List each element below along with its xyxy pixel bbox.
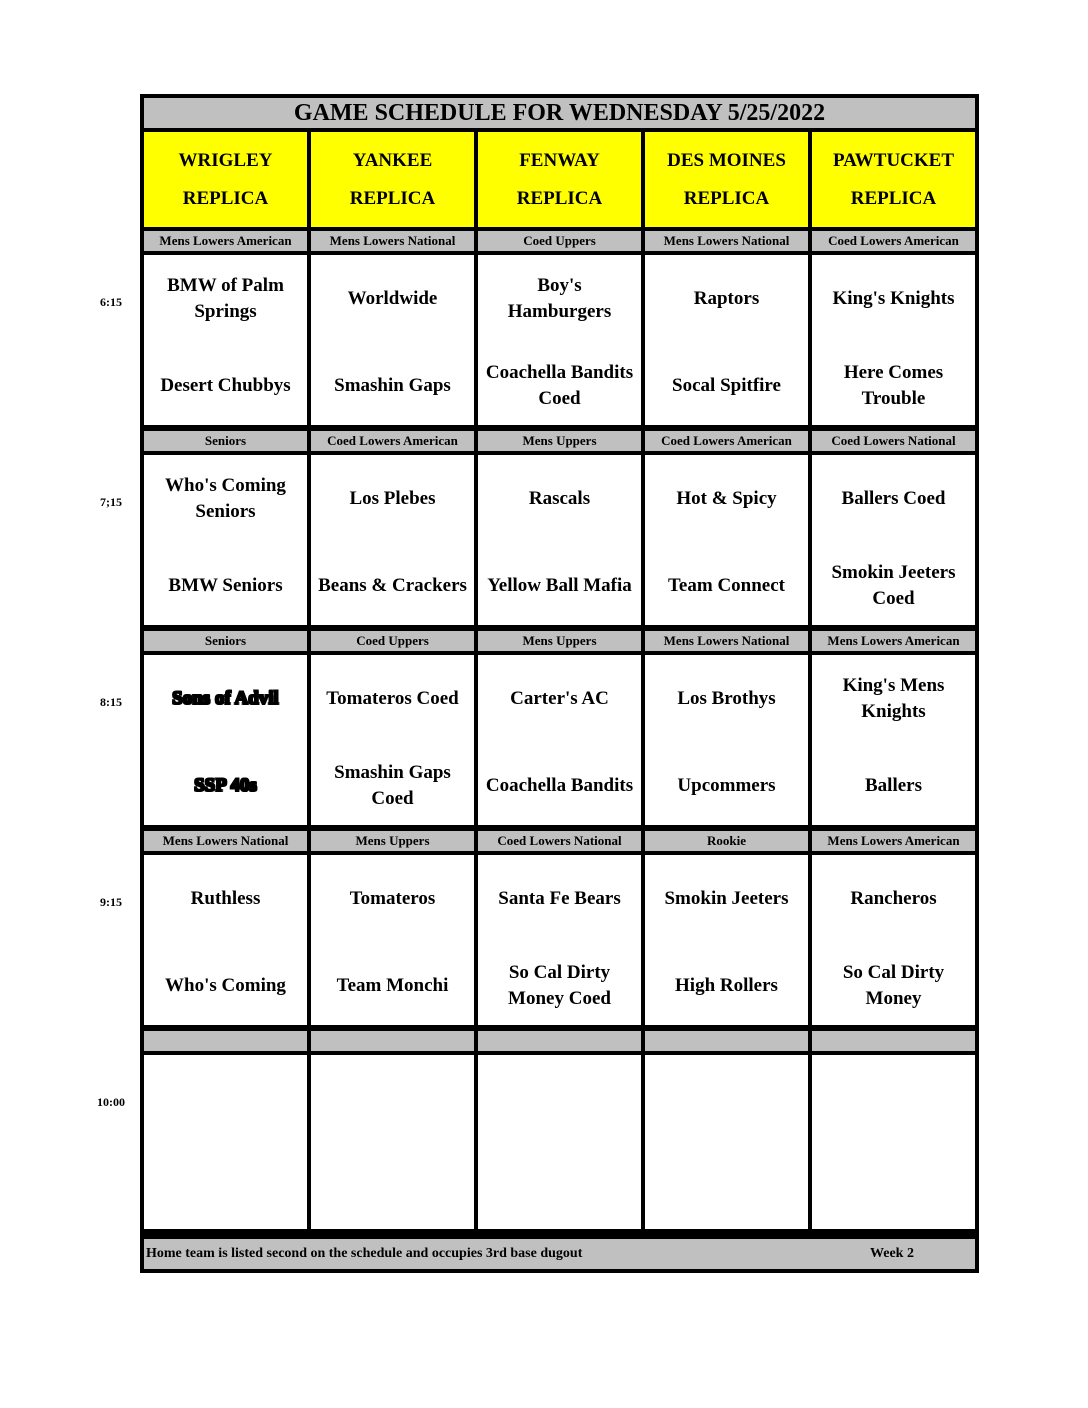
- field-subtitle: REPLICA: [683, 187, 770, 209]
- division-label: [478, 1031, 641, 1051]
- game-cell: [812, 255, 975, 425]
- game-cell: [478, 1055, 641, 1229]
- away-team: [812, 469, 975, 529]
- division-label: [311, 1031, 474, 1051]
- away-team-name: Raptors: [693, 288, 760, 309]
- home-team-name: So Cal Dirty Money: [842, 962, 945, 1009]
- game-cell: [311, 855, 474, 1025]
- game-cell: [311, 455, 474, 625]
- footer-bar: [144, 1239, 975, 1269]
- field-header: [144, 132, 307, 227]
- division-label: Seniors: [144, 431, 307, 451]
- division-label: Seniors: [144, 631, 307, 651]
- away-team: [478, 1069, 641, 1129]
- field-name: FENWAY: [519, 149, 600, 171]
- division-label: Mens Lowers National: [645, 231, 808, 251]
- home-team-name: Coachella Bandits Coed: [485, 362, 634, 409]
- home-team-name: Smashin Gaps Coed: [334, 762, 451, 809]
- game-cell: [311, 255, 474, 425]
- away-team: [311, 669, 474, 729]
- division-label: [812, 1031, 975, 1051]
- game-cell: [478, 455, 641, 625]
- game-cell: [812, 455, 975, 625]
- home-team: [144, 1156, 307, 1216]
- away-team: [478, 869, 641, 929]
- home-team-name: Beans & Crackers: [318, 575, 467, 596]
- home-team: [144, 556, 307, 616]
- away-team: [645, 269, 808, 329]
- home-team-name: Yellow Ball Mafia: [487, 575, 632, 596]
- home-team-name: So Cal Dirty Money Coed: [508, 962, 611, 1009]
- away-team-name: Los Plebes: [349, 488, 436, 509]
- field-name: DES MOINES: [667, 149, 786, 171]
- home-team: [478, 756, 641, 816]
- week-label: Week 2: [870, 1246, 914, 1261]
- away-team: [812, 269, 975, 329]
- home-team-name: Ballers: [865, 775, 922, 796]
- away-team-name: Rascals: [528, 488, 591, 509]
- home-team: [812, 1156, 975, 1216]
- away-team: [812, 1069, 975, 1129]
- game-cell: [144, 455, 307, 625]
- field-header: [645, 132, 808, 227]
- away-team: [144, 869, 307, 929]
- field-subtitle: REPLICA: [850, 187, 937, 209]
- home-team-name: Smokin Jeeters Coed: [831, 562, 956, 609]
- home-team: [812, 356, 975, 416]
- field-subtitle: REPLICA: [349, 187, 436, 209]
- division-label: Mens Lowers National: [645, 631, 808, 651]
- division-label: [144, 1031, 307, 1051]
- division-label: Coed Lowers American: [812, 231, 975, 251]
- home-team: [144, 956, 307, 1016]
- away-team-name: Ballers Coed: [841, 488, 946, 509]
- home-team: [478, 1156, 641, 1216]
- division-label: Mens Lowers National: [311, 231, 474, 251]
- away-team: [311, 269, 474, 329]
- field-header: [478, 132, 641, 227]
- game-cell: [311, 655, 474, 825]
- away-team: [478, 669, 641, 729]
- home-team: [812, 756, 975, 816]
- division-label: Coed Lowers National: [478, 831, 641, 851]
- division-label: Coed Lowers National: [812, 431, 975, 451]
- home-team-name: Upcommers: [677, 775, 776, 796]
- home-team: [478, 356, 641, 416]
- away-team-name: Worldwide: [347, 288, 438, 309]
- home-team: [311, 756, 474, 816]
- away-team-name: Rancheros: [850, 888, 937, 909]
- home-team-name: Team Connect: [668, 575, 785, 596]
- schedule-table: [140, 94, 979, 1273]
- division-label: Mens Uppers: [478, 631, 641, 651]
- game-cell: [645, 255, 808, 425]
- away-team-name: Carter's AC: [510, 688, 609, 709]
- division-label: Mens Lowers American: [812, 831, 975, 851]
- home-team: [645, 356, 808, 416]
- away-team-name: Sons of Advil: [172, 688, 279, 709]
- away-team: [144, 669, 307, 729]
- game-cell: [645, 655, 808, 825]
- away-team: [478, 269, 641, 329]
- away-team-name: King's Mens Knights: [842, 675, 945, 722]
- home-team-name: Smashin Gaps: [334, 375, 451, 396]
- game-cell: [144, 655, 307, 825]
- time-label: 9:15: [100, 895, 122, 909]
- division-label: Mens Uppers: [478, 431, 641, 451]
- division-label: [645, 1031, 808, 1051]
- home-team: [144, 756, 307, 816]
- game-cell: [645, 1055, 808, 1229]
- home-team: [311, 956, 474, 1016]
- away-team: [144, 1069, 307, 1129]
- division-label: Mens Lowers American: [144, 231, 307, 251]
- field-name: YANKEE: [352, 149, 433, 171]
- away-team-name: BMW of Palm Springs: [167, 275, 284, 322]
- home-team: [311, 1156, 474, 1216]
- away-team-name: Santa Fe Bears: [498, 888, 621, 909]
- game-cell: [144, 855, 307, 1025]
- away-team-name: Tomateros Coed: [326, 688, 459, 709]
- home-team: [645, 956, 808, 1016]
- away-team-name: Boy's Hamburgers: [507, 275, 612, 322]
- home-team-name: SSP 40s: [194, 775, 257, 796]
- home-team: [478, 956, 641, 1016]
- division-label: Mens Lowers American: [812, 631, 975, 651]
- game-cell: [478, 855, 641, 1025]
- home-team-name: Socal Spitfire: [672, 375, 781, 396]
- field-name: WRIGLEY: [178, 149, 273, 171]
- field-subtitle: REPLICA: [182, 187, 269, 209]
- away-team: [311, 869, 474, 929]
- game-cell: [645, 455, 808, 625]
- game-cell: [478, 255, 641, 425]
- game-cell: [311, 1055, 474, 1229]
- page-title: GAME SCHEDULE FOR WEDNESDAY 5/25/2022: [144, 98, 975, 128]
- home-team: [478, 556, 641, 616]
- home-team-name: Team Monchi: [336, 975, 449, 996]
- game-cell: [812, 655, 975, 825]
- away-team: [311, 469, 474, 529]
- division-label: Coed Lowers American: [311, 431, 474, 451]
- home-team-name: Coachella Bandits: [485, 775, 634, 796]
- away-team: [645, 869, 808, 929]
- home-team: [645, 556, 808, 616]
- game-cell: [812, 855, 975, 1025]
- division-label: Coed Lowers American: [645, 431, 808, 451]
- away-team-name: Hot & Spicy: [676, 488, 777, 509]
- home-team: [645, 1156, 808, 1216]
- away-team: [478, 469, 641, 529]
- away-team-name: Who's Coming Seniors: [165, 475, 286, 522]
- home-team-name: Who's Coming: [165, 975, 286, 996]
- home-team: [645, 756, 808, 816]
- home-team: [144, 356, 307, 416]
- home-team: [812, 556, 975, 616]
- away-team: [645, 1069, 808, 1129]
- away-team: [144, 269, 307, 329]
- division-label: Coed Uppers: [478, 231, 641, 251]
- field-header: [812, 132, 975, 227]
- field-header: [311, 132, 474, 227]
- away-team: [144, 469, 307, 529]
- away-team-name: King's Knights: [832, 288, 955, 309]
- game-cell: [812, 1055, 975, 1229]
- footer-note: Home team is listed second on the schedule and occupies 3rd base dugout: [146, 1246, 583, 1261]
- away-team: [645, 669, 808, 729]
- away-team: [645, 469, 808, 529]
- home-team-name: BMW Seniors: [168, 575, 283, 596]
- game-cell: [478, 655, 641, 825]
- field-name: PAWTUCKET: [832, 149, 955, 171]
- game-cell: [144, 1055, 307, 1229]
- away-team-name: Tomateros: [349, 888, 436, 909]
- division-label: Mens Uppers: [311, 831, 474, 851]
- away-team: [812, 869, 975, 929]
- field-subtitle: REPLICA: [516, 187, 603, 209]
- time-label: 10:00: [97, 1095, 125, 1109]
- away-team-name: Smokin Jeeters: [664, 888, 789, 909]
- home-team-name: Here Comes Trouble: [843, 362, 944, 409]
- division-label: Mens Lowers National: [144, 831, 307, 851]
- time-label: 7;15: [100, 495, 122, 509]
- home-team-name: High Rollers: [675, 975, 778, 996]
- division-label: Rookie: [645, 831, 808, 851]
- home-team: [812, 956, 975, 1016]
- away-team: [812, 669, 975, 729]
- away-team-name: Ruthless: [190, 888, 261, 909]
- game-cell: [645, 855, 808, 1025]
- division-label: Coed Uppers: [311, 631, 474, 651]
- time-label: 8:15: [100, 695, 122, 709]
- home-team: [311, 556, 474, 616]
- away-team: [311, 1069, 474, 1129]
- game-cell: [144, 255, 307, 425]
- home-team: [311, 356, 474, 416]
- away-team-name: Los Brothys: [677, 688, 776, 709]
- home-team-name: Desert Chubbys: [160, 375, 291, 396]
- time-label: 6:15: [100, 295, 122, 309]
